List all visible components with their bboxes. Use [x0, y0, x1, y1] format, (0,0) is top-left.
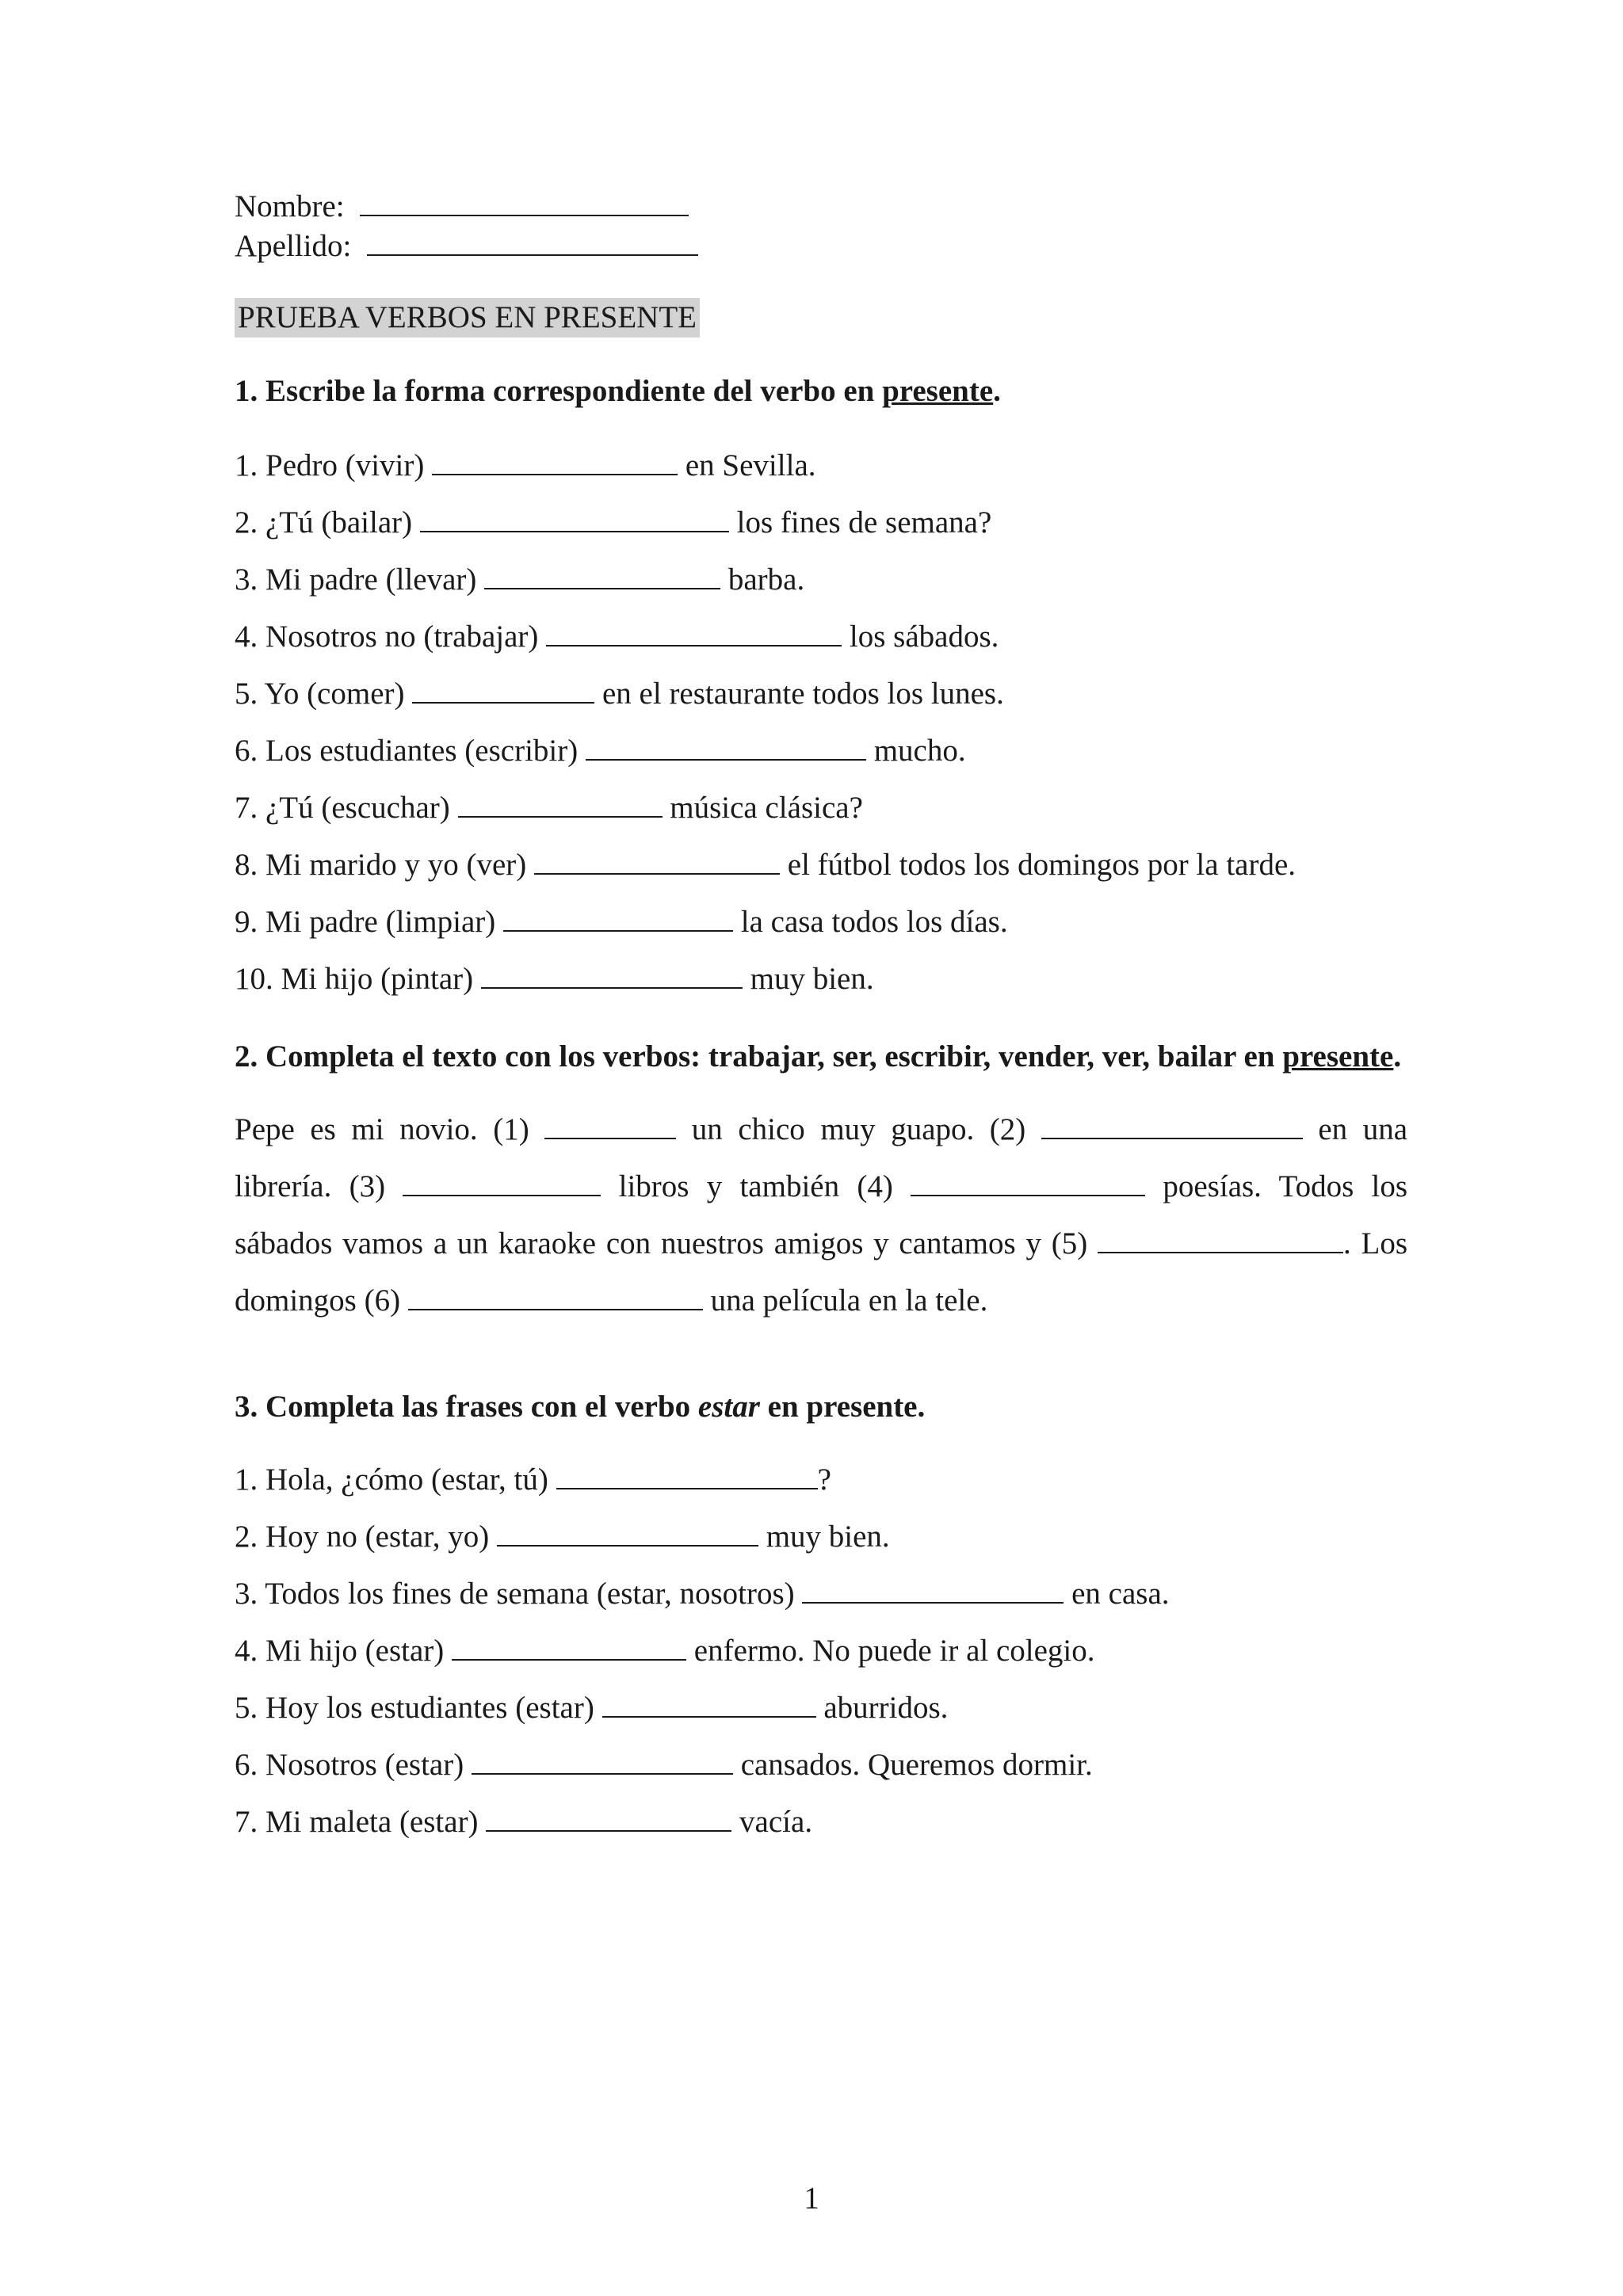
- item-prompt: 4. Nosotros no (trabajar): [235, 620, 539, 654]
- item-prompt: 5. Hoy los estudiantes (estar): [235, 1691, 594, 1725]
- answer-blank-4[interactable]: [911, 1171, 1145, 1196]
- answer-blank[interactable]: [486, 1806, 731, 1832]
- list-item: [235, 837, 1407, 894]
- section-1-list: [235, 437, 1407, 1008]
- list-item: [235, 1623, 1407, 1680]
- list-item: [235, 437, 1407, 494]
- answer-blank[interactable]: [472, 1749, 733, 1775]
- item-prompt: 6. Los estudiantes (escribir): [235, 734, 579, 768]
- answer-blank-5[interactable]: [1098, 1228, 1343, 1253]
- section-1-heading-end: .: [993, 374, 1001, 408]
- section-2-text: [235, 1101, 1407, 1329]
- section-2-heading-text: 2. Completa el texto con los verbos: trabajar, ser, escribir, vender, ver, bailar en: [235, 1039, 1283, 1074]
- item-prompt: 9. Mi padre (limpiar): [235, 905, 496, 939]
- item-prompt: 4. Mi hijo (estar): [235, 1634, 445, 1668]
- answer-blank[interactable]: [802, 1578, 1064, 1604]
- answer-blank[interactable]: [432, 450, 678, 475]
- list-item: [235, 951, 1407, 1008]
- item-continuation: los sábados.: [849, 620, 999, 654]
- list-item: [235, 1451, 1407, 1508]
- section-1-heading-text: 1. Escribe la forma correspondiente del verbo en: [235, 374, 883, 408]
- answer-blank[interactable]: [602, 1692, 816, 1718]
- answer-blank[interactable]: [503, 906, 733, 932]
- item-continuation: aburridos.: [823, 1691, 949, 1725]
- section-3-list: [235, 1451, 1407, 1851]
- item-continuation: música clásica?: [670, 791, 863, 825]
- item-prompt: 2. ¿Tú (bailar): [235, 505, 413, 540]
- answer-blank[interactable]: [546, 621, 842, 646]
- section-3-heading-end: en presente.: [759, 1390, 926, 1424]
- list-item: [235, 666, 1407, 723]
- item-continuation: vacía.: [739, 1805, 813, 1839]
- answer-blank[interactable]: [412, 678, 594, 704]
- list-item: [235, 894, 1407, 951]
- section-1-heading: [235, 372, 1407, 410]
- list-item: [235, 1508, 1407, 1566]
- item-continuation: cansados. Queremos dormir.: [740, 1748, 1093, 1782]
- item-prompt: 1. Pedro (vivir): [235, 448, 425, 482]
- item-continuation: el fútbol todos los domingos por la tarde.: [787, 848, 1296, 882]
- item-continuation: muy bien.: [766, 1520, 890, 1554]
- item-prompt: 10. Mi hijo (pintar): [235, 962, 474, 996]
- list-item: [235, 551, 1407, 608]
- answer-blank[interactable]: [586, 735, 866, 761]
- text-fragment: libros y también (4): [618, 1169, 893, 1203]
- list-item: [235, 494, 1407, 551]
- text-fragment: una película en la tele.: [710, 1283, 988, 1318]
- answer-blank[interactable]: [452, 1635, 686, 1661]
- item-continuation: enfermo. No puede ir al colegio.: [693, 1634, 1095, 1668]
- section-3-heading: [235, 1388, 1407, 1426]
- section-2-heading: [235, 1038, 1407, 1076]
- item-prompt: 6. Nosotros (estar): [235, 1748, 464, 1782]
- answer-blank[interactable]: [420, 507, 729, 532]
- text-fragment: un chico muy guapo. (2): [691, 1112, 1026, 1146]
- apellido-blank[interactable]: [367, 231, 698, 256]
- item-continuation: ?: [817, 1463, 831, 1497]
- answer-blank[interactable]: [484, 564, 720, 589]
- section-2-heading-end: .: [1393, 1039, 1402, 1074]
- item-continuation: en Sevilla.: [685, 448, 816, 482]
- worksheet-content: [235, 187, 1407, 1851]
- list-item: [235, 723, 1407, 780]
- section-3-heading-text: 3. Completa las frases con el verbo: [235, 1390, 698, 1424]
- item-continuation: muy bien.: [750, 962, 874, 996]
- section-1-heading-underlined: presente: [882, 374, 994, 408]
- item-prompt: 2. Hoy no (estar, yo): [235, 1520, 490, 1554]
- apellido-label: Apellido:: [235, 229, 352, 263]
- list-item: [235, 608, 1407, 666]
- apellido-field: [235, 227, 1407, 266]
- text-fragment: Pepe es mi novio. (1): [235, 1112, 529, 1146]
- answer-blank[interactable]: [556, 1464, 818, 1489]
- answer-blank-3[interactable]: [403, 1171, 601, 1196]
- item-prompt: 7. ¿Tú (escuchar): [235, 791, 450, 825]
- item-continuation: mucho.: [873, 734, 966, 768]
- text-fragment: . Los domingos (6): [235, 1226, 1408, 1318]
- item-prompt: 7. Mi maleta (estar): [235, 1805, 479, 1839]
- list-item: [235, 1794, 1407, 1851]
- section-2-heading-underlined: presente: [1282, 1039, 1394, 1074]
- nombre-blank[interactable]: [360, 191, 689, 216]
- answer-blank[interactable]: [534, 849, 780, 875]
- item-continuation: la casa todos los días.: [740, 905, 1008, 939]
- page-number: 1: [804, 2181, 819, 2215]
- list-item: [235, 1737, 1407, 1794]
- list-item: [235, 780, 1407, 837]
- section-3-heading-italic: estar: [697, 1390, 760, 1424]
- item-prompt: 5. Yo (comer): [235, 677, 405, 711]
- item-continuation: barba.: [727, 563, 805, 597]
- answer-blank[interactable]: [497, 1521, 758, 1547]
- nombre-field: [235, 187, 1407, 227]
- item-continuation: los fines de semana?: [736, 505, 992, 540]
- text-fragment: en una librería. (3): [235, 1112, 1408, 1203]
- item-prompt: 1. Hola, ¿cómo (estar, tú): [235, 1463, 548, 1497]
- answer-blank[interactable]: [458, 792, 663, 818]
- item-continuation: en casa.: [1071, 1577, 1170, 1611]
- answer-blank-2[interactable]: [1041, 1114, 1303, 1139]
- item-prompt: 3. Todos los fines de semana (estar, nosotros): [235, 1577, 795, 1611]
- list-item: [235, 1680, 1407, 1737]
- worksheet-title: PRUEBA VERBOS EN PRESENTE: [235, 298, 700, 338]
- text-fragment: poesías. Todos los sábados vamos a un karaoke con nuestros amigos y cantamos y (5): [235, 1169, 1408, 1261]
- answer-blank-6[interactable]: [408, 1285, 703, 1310]
- item-prompt: 3. Mi padre (llevar): [235, 563, 477, 597]
- item-prompt: 8. Mi marido y yo (ver): [235, 848, 527, 882]
- answer-blank[interactable]: [481, 963, 743, 989]
- answer-blank-1[interactable]: [544, 1114, 676, 1139]
- list-item: [235, 1566, 1407, 1623]
- item-continuation: en el restaurante todos los lunes.: [601, 677, 1004, 711]
- nombre-label: Nombre:: [235, 189, 345, 223]
